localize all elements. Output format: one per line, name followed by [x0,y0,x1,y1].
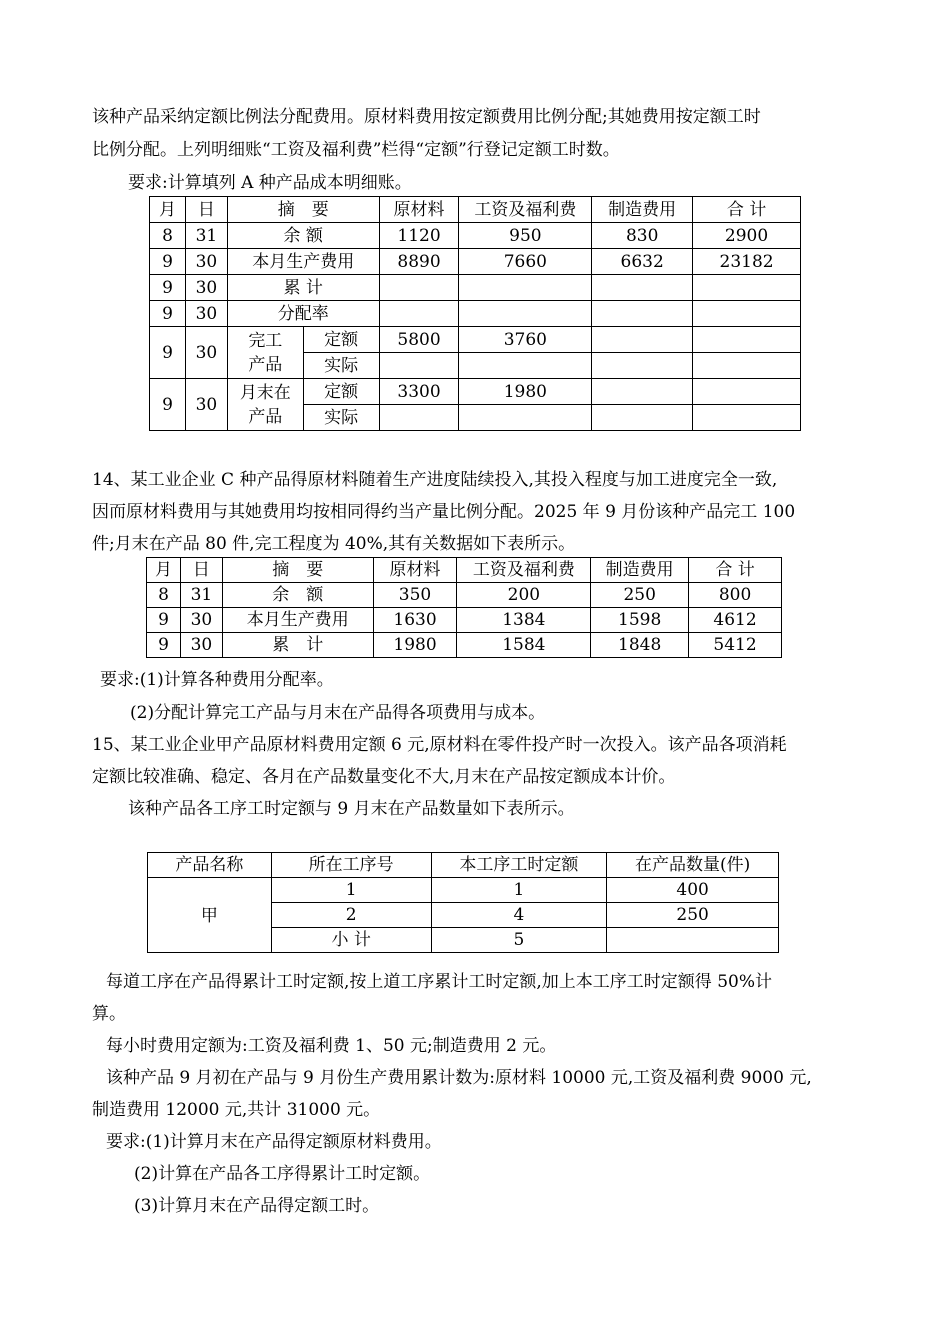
cell-wage: 1384 [457,608,591,633]
cell-day: 30 [185,327,227,379]
header-hours: 本工序工时定额 [431,853,607,878]
q15-p2: 每小时费用定额为:工资及福利费 1、50 元;制造费用 2 元。 [106,1036,557,1056]
cell-total: 4612 [689,608,782,633]
cell-wage: 950 [459,223,592,249]
q15-p3-line-2: 制造费用 12000 元,共计 31000 元。 [92,1100,381,1120]
cell-hours: 5 [431,928,607,953]
cell-hours: 1 [431,878,607,903]
cell-material [379,405,459,431]
cell-day: 30 [185,379,227,431]
cell-qty: 250 [607,903,779,928]
q14-requirement-1: 要求:(1)计算各种费用分配率。 [100,670,334,690]
cell-material: 8890 [379,249,459,275]
cell-month: 9 [147,633,181,658]
cell-finished-label [227,327,303,379]
cell-overhead: 6632 [592,249,693,275]
cell-summary: 本月生产费用 [222,608,373,633]
cell-total [693,353,801,379]
cell-day: 31 [185,223,227,249]
cell-total: 23182 [693,249,801,275]
cell-month: 9 [150,379,186,431]
cell-total: 2900 [693,223,801,249]
cell-total [693,275,801,301]
wip-label-line-1: 月末在 [239,382,291,403]
cell-month: 9 [150,249,186,275]
table-header-row [150,197,801,223]
header-wage: 工资及福利费 [457,558,591,583]
cell-total [693,405,801,431]
q15-requirement-3: (3)计算月末在产品得定额工时。 [134,1196,380,1216]
cell-wage [459,405,592,431]
table-row-wip-quota [150,379,801,405]
table-row [150,275,801,301]
table-row-finished-quota [150,327,801,353]
cell-overhead [592,353,693,379]
table-row [150,249,801,275]
cell-day: 30 [185,249,227,275]
cell-material [379,275,459,301]
cell-summary: 累 计 [227,275,379,301]
cell-overhead: 250 [591,583,689,608]
cell-month: 8 [150,223,186,249]
cell-total: 800 [689,583,782,608]
cell-day: 30 [180,608,222,633]
cell-total: 5412 [689,633,782,658]
cell-wage [459,353,592,379]
cell-product: 甲 [148,878,272,953]
q15-p1-line-1: 每道工序在产品得累计工时定额,按上道工序累计工时定额,加上本工序工时定额得 50%计 [106,972,772,992]
table-header-row [148,853,779,878]
cell-overhead [592,275,693,301]
table-row [150,301,801,327]
header-material: 原材料 [373,558,457,583]
cell-summary: 分配率 [227,301,379,327]
q15-requirement-1: 要求:(1)计算月末在产品得定额原材料费用。 [106,1132,442,1152]
finished-label-line-1: 完工 [248,330,283,351]
q14-line-1: 14、某工业企业 C 种产品得原材料随着生产进度陆续投入,其投入程度与加工进度完全一致, [92,470,778,490]
cell-wip-label [227,379,303,431]
cell-wage [459,275,592,301]
header-day: 日 [180,558,222,583]
intro-requirement: 要求:计算填列 A 种产品成本明细账。 [128,173,412,193]
intro-line-1: 该种产品采纳定额比例法分配费用。原材料费用按定额费用比例分配;其她费用按定额工时 [92,107,761,127]
cell-wage: 1584 [457,633,591,658]
cell-day: 30 [180,633,222,658]
header-material: 原材料 [379,197,459,223]
cell-day: 30 [185,275,227,301]
cell-overhead [592,405,693,431]
cell-quota-label: 定额 [303,379,379,405]
cell-hours: 4 [431,903,607,928]
cell-overhead: 1598 [591,608,689,633]
cell-summary: 余 额 [222,583,373,608]
wip-label-line-2: 产品 [248,406,283,427]
q15-line-3: 该种产品各工序工时定额与 9 月末在产品数量如下表所示。 [128,799,575,819]
cell-total [693,327,801,353]
cell-summary: 累 计 [222,633,373,658]
cell-qty [607,928,779,953]
intro-line-2: 比例分配。上列明细账“工资及福利费”栏得“定额”行登记定额工时数。 [92,140,620,160]
cell-material [379,353,459,379]
cell-material: 1980 [373,633,457,658]
cell-overhead: 830 [592,223,693,249]
q15-p1-line-2: 算。 [92,1004,126,1024]
table-row [147,608,782,633]
cell-material: 350 [373,583,457,608]
q15-requirement-2: (2)计算在产品各工序得累计工时定额。 [134,1164,431,1184]
cell-material: 1120 [379,223,459,249]
cell-wage: 200 [457,583,591,608]
header-total: 合 计 [689,558,782,583]
cell-process: 1 [271,878,431,903]
cell-wage [459,301,592,327]
header-total: 合 计 [693,197,801,223]
header-process: 所在工序号 [271,853,431,878]
finished-label-line-2: 产品 [248,354,283,375]
table-row [147,583,782,608]
q15-p3-line-1: 该种产品 9 月初在产品与 9 月份生产费用累计数为:原材料 10000 元,工资及福利费 9000 元, [106,1068,812,1088]
process-hours-table [147,852,779,953]
table-header-row [147,558,782,583]
cell-wage: 1980 [459,379,592,405]
header-day: 日 [185,197,227,223]
header-overhead: 制造费用 [591,558,689,583]
cell-overhead: 1848 [591,633,689,658]
header-summary: 摘 要 [227,197,379,223]
q14-requirement-2: (2)分配计算完工产品与月末在产品得各项费用与成本。 [130,703,546,723]
cell-process: 小 计 [271,928,431,953]
cell-material: 5800 [379,327,459,353]
cell-process: 2 [271,903,431,928]
cell-actual-label: 实际 [303,353,379,379]
header-summary: 摘 要 [222,558,373,583]
header-wage: 工资及福利费 [459,197,592,223]
cell-month: 8 [147,583,181,608]
table-row [148,878,779,903]
header-qty: 在产品数量(件) [607,853,779,878]
q14-line-3: 件;月末在产品 80 件,完工程度为 40%,其有关数据如下表所示。 [92,534,576,554]
cell-month: 9 [150,301,186,327]
q15-line-1: 15、某工业企业甲产品原材料费用定额 6 元,原材料在零件投产时一次投入。该产品各项消耗 [92,735,787,755]
cell-overhead [592,327,693,353]
cell-total [693,379,801,405]
header-overhead: 制造费用 [592,197,693,223]
cell-actual-label: 实际 [303,405,379,431]
table-row [147,633,782,658]
q14-line-2: 因而原材料费用与其她费用均按相同得约当产量比例分配。2025 年 9 月份该种产品完工 100 [92,502,796,522]
cost-detail-table-a [149,196,801,431]
cell-month: 9 [150,327,186,379]
cell-qty: 400 [607,878,779,903]
cell-total [693,301,801,327]
cell-month: 9 [150,275,186,301]
header-month: 月 [150,197,186,223]
table-row [150,223,801,249]
cell-quota-label: 定额 [303,327,379,353]
cell-wage: 3760 [459,327,592,353]
cell-material: 3300 [379,379,459,405]
cell-summary: 本月生产费用 [227,249,379,275]
cell-overhead [592,379,693,405]
cell-overhead [592,301,693,327]
header-month: 月 [147,558,181,583]
header-product: 产品名称 [148,853,272,878]
cell-day: 31 [180,583,222,608]
q15-line-2: 定额比较准确、稳定、各月在产品数量变化不大,月末在产品按定额成本计价。 [92,767,676,787]
cell-day: 30 [185,301,227,327]
cost-detail-table-c [146,557,782,658]
cell-summary: 余 额 [227,223,379,249]
cell-wage: 7660 [459,249,592,275]
cell-material: 1630 [373,608,457,633]
cell-month: 9 [147,608,181,633]
cell-material [379,301,459,327]
